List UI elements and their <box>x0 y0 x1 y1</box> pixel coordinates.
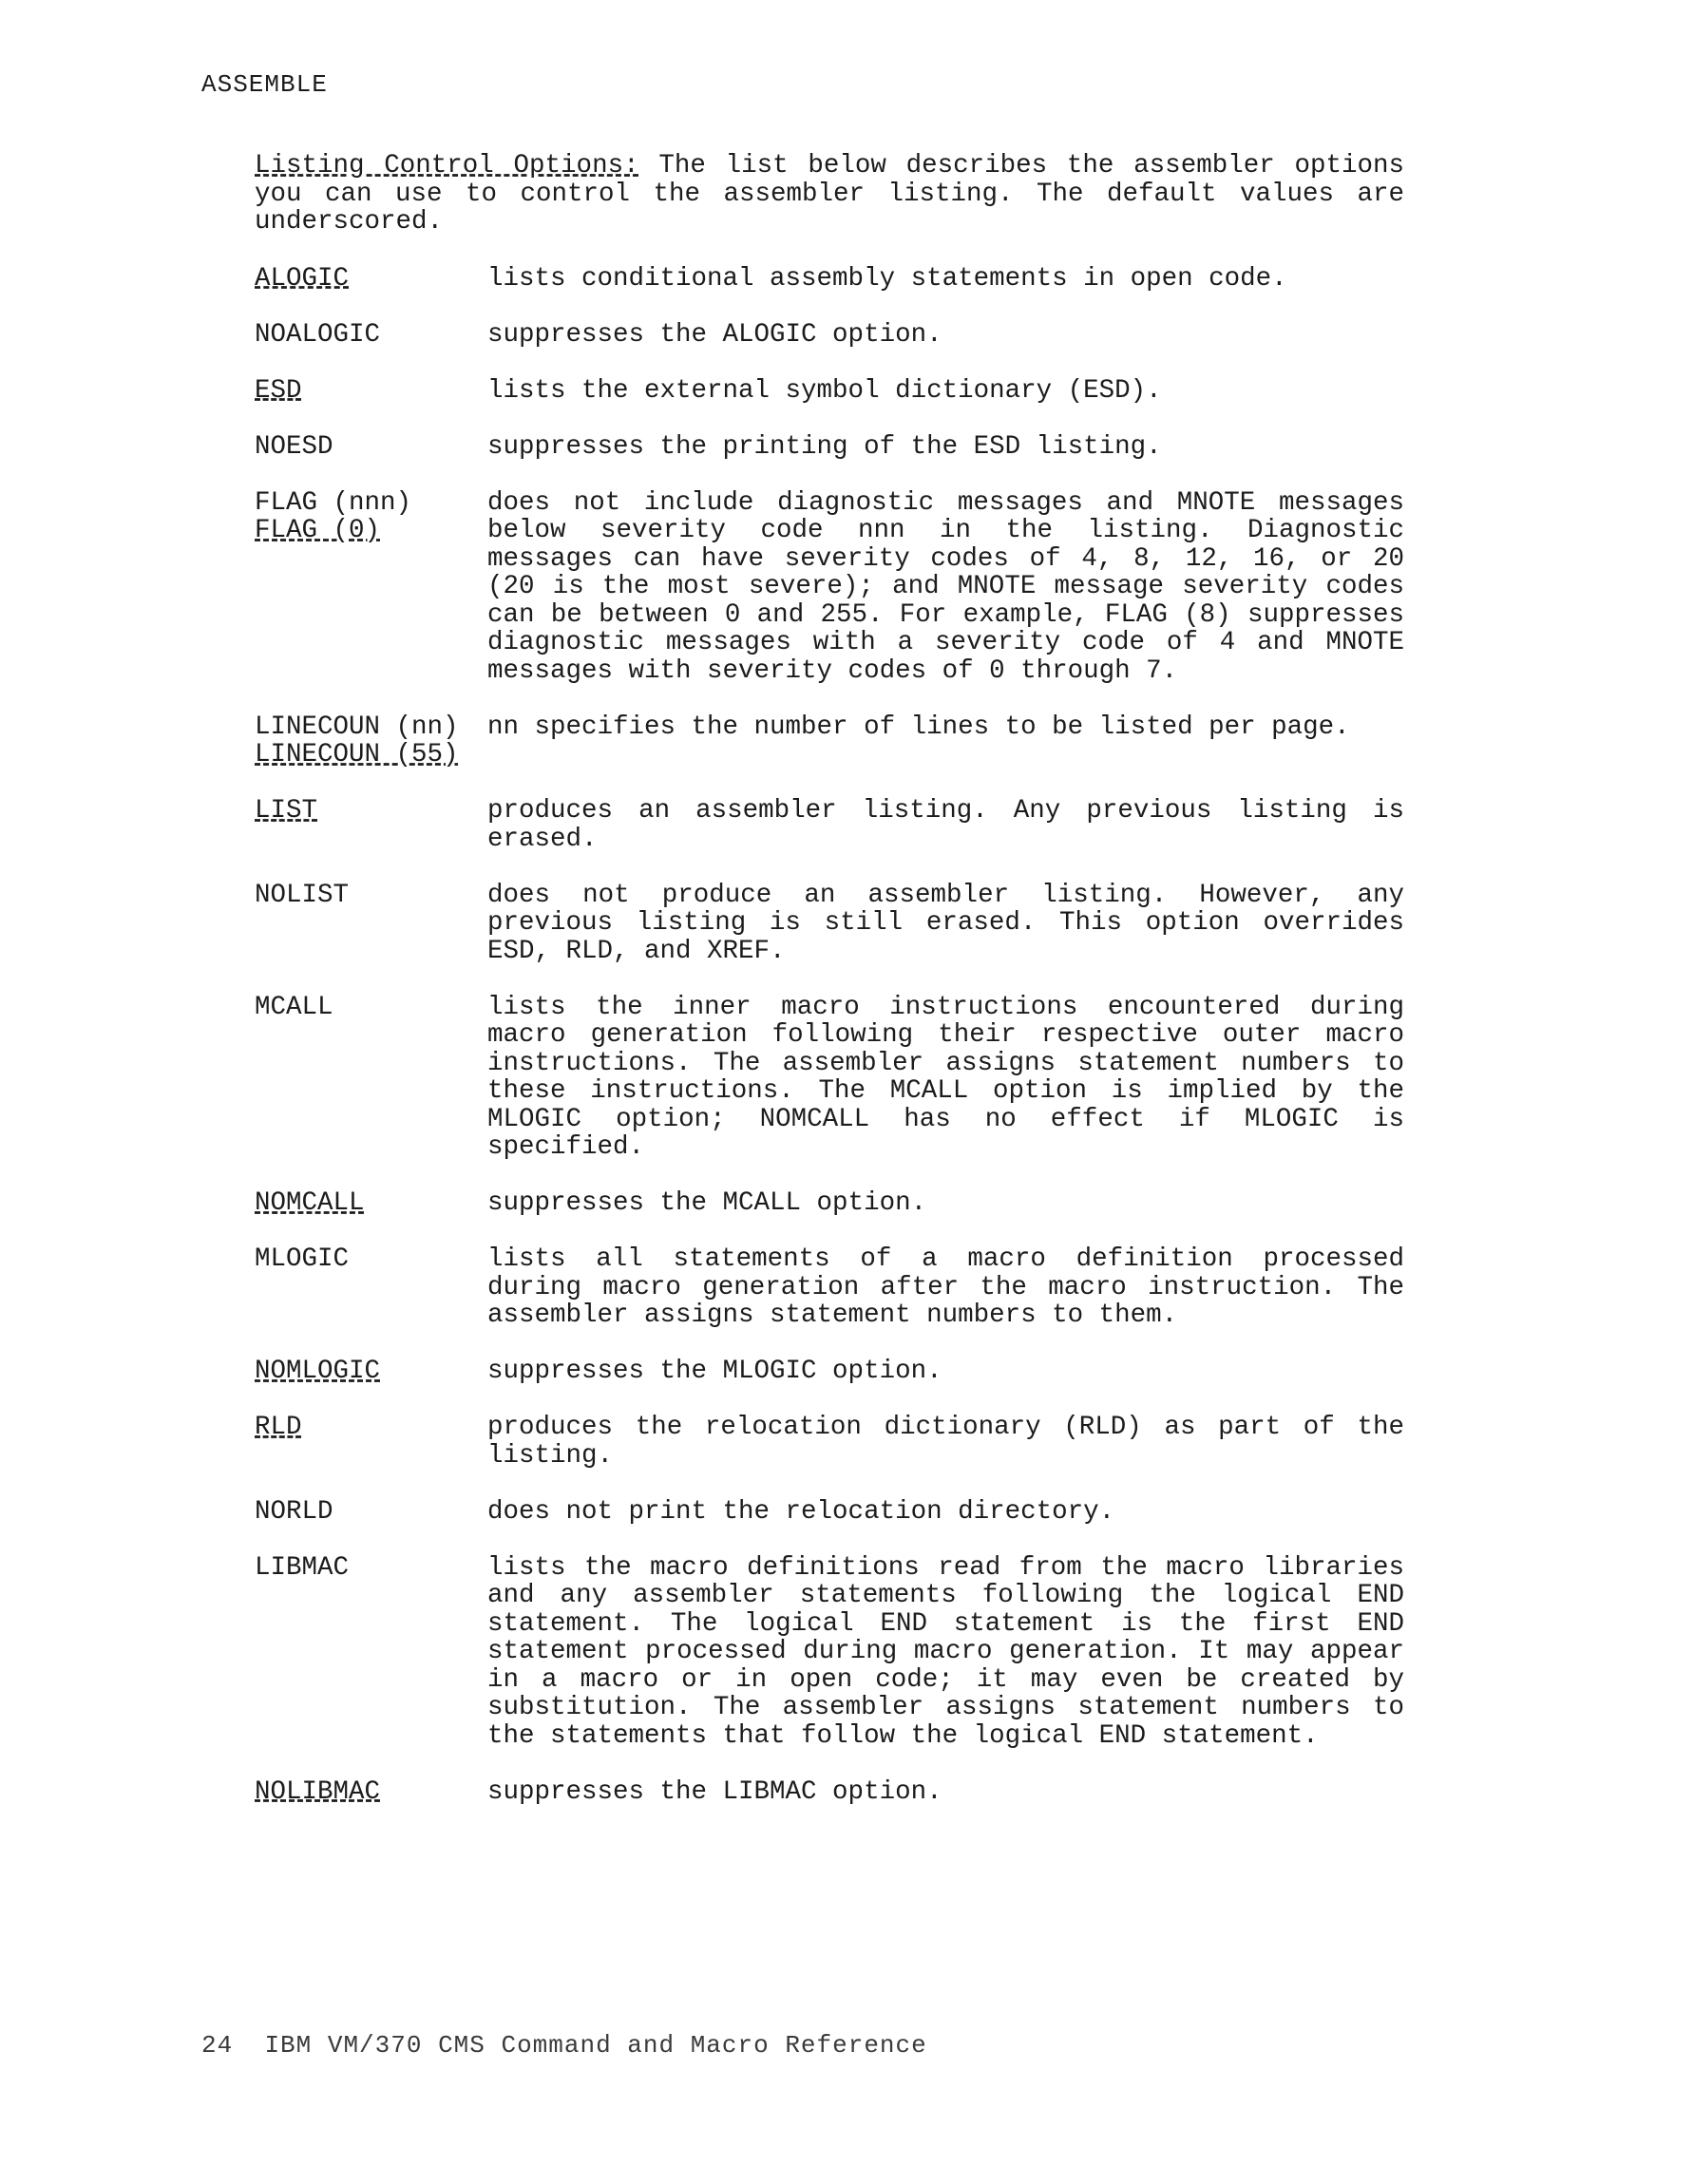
option-entry <box>255 882 1404 966</box>
option-entry <box>255 1778 1404 1807</box>
option-description: suppresses the MCALL option. <box>487 1188 927 1218</box>
running-header: ASSEMBLE <box>201 70 328 99</box>
option-description: lists conditional assembly statements in open code. <box>487 263 1287 294</box>
option-name-text: LINECOUN (nn) <box>255 712 459 742</box>
option-name <box>255 882 487 966</box>
option-description: does not print the relocation directory. <box>487 1496 1115 1527</box>
option-entry <box>255 1414 1404 1470</box>
option-description: suppresses the printing of the ESD listing. <box>487 431 1162 462</box>
option-description: suppresses the ALOGIC option. <box>487 319 942 350</box>
option-description: lists the inner macro instructions encountered during macro generation following their respective outer macro instructions. The assembler assigns statement numbers to these instructions. The MCALL option is implied by the MLOGIC option; NOMCALL has no effect if MLOGIC is specified. <box>487 992 1404 1162</box>
option-description: does not produce an assembler listing. However, any previous listing is still erased. This option overrides ESD, RLD, and XREF. <box>487 880 1404 966</box>
option-name-text: NOESD <box>255 431 333 462</box>
option-entry <box>255 1358 1404 1386</box>
option-name <box>255 713 487 769</box>
option-default-name: LIST <box>255 796 318 826</box>
option-default-name: NOMLOGIC <box>255 1357 381 1386</box>
option-entry <box>255 377 1404 406</box>
option-description: suppresses the LIBMAC option. <box>487 1776 942 1807</box>
option-description: lists the macro definitions read from the macro libraries and any assembler statements following the logical END statement. The logical END statement is the first END statement processed during macro generation. It may appear in a macro or in open code; it may even be created by substitution. The assembler assigns statement numbers to the statements that follow the logical END statement. <box>487 1552 1404 1751</box>
option-entry <box>255 489 1404 686</box>
option-name-text: NOLIST <box>255 880 350 910</box>
option-name-text: MLOGIC <box>255 1244 350 1274</box>
option-entry <box>255 797 1404 853</box>
option-default-name: NOLIBMAC <box>255 1776 381 1807</box>
intro-paragraph <box>255 152 1404 237</box>
option-description: produces the relocation dictionary (RLD) as part of the listing. <box>487 1413 1404 1471</box>
option-name <box>255 321 487 350</box>
option-name-text: MCALL <box>255 992 333 1022</box>
option-entry <box>255 994 1404 1162</box>
option-entry <box>255 321 1404 350</box>
option-name <box>255 1554 487 1751</box>
option-name <box>255 265 487 294</box>
page-footer <box>201 2031 927 2060</box>
option-description: suppresses the MLOGIC option. <box>487 1357 942 1386</box>
book-title: IBM VM/370 CMS Command and Macro Reference <box>264 2031 927 2060</box>
option-description: lists all statements of a macro definition processed during macro generation after the macro instruction. The assembler assigns statement numbers to them. <box>487 1244 1404 1330</box>
option-name <box>255 1778 487 1807</box>
option-default-name: LINECOUN (55) <box>255 740 459 769</box>
option-description: lists the external symbol dictionary (ESD). <box>487 375 1162 406</box>
page-content <box>255 152 1404 1834</box>
option-description: nn specifies the number of lines to be listed per page. <box>487 712 1350 742</box>
option-entry <box>255 433 1404 462</box>
option-default-name: ALOGIC <box>255 263 350 294</box>
option-default-name: RLD <box>255 1413 302 1442</box>
option-name <box>255 1358 487 1386</box>
option-name <box>255 1414 487 1470</box>
intro-text: The list below describes the assembler options you can use to control the assembler listing. The default values are underscored. <box>255 151 1404 237</box>
option-name <box>255 433 487 462</box>
option-name <box>255 1498 487 1527</box>
option-name <box>255 1245 487 1330</box>
option-default-name: NOMCALL <box>255 1188 365 1218</box>
option-name-text: NOALOGIC <box>255 319 381 350</box>
option-entry <box>255 265 1404 294</box>
option-entry <box>255 1189 1404 1218</box>
option-entry <box>255 1498 1404 1527</box>
option-default-name: FLAG (0) <box>255 516 381 545</box>
section-title: Listing Control Options: <box>255 151 639 180</box>
option-name-text: LIBMAC <box>255 1552 350 1583</box>
options-list <box>255 265 1404 1807</box>
option-description: does not include diagnostic messages and MNOTE messages below severity code nnn in the listing. Diagnostic messages can have severity codes of 4, 8, 12, 16, or 20 (20 is the most severe); and MNOTE message severity codes can be between 0 and 255. For example, FLAG (8) suppresses diagnostic messages with a severity code of 4 and MNOTE messages with severity codes of 0 through 7. <box>487 487 1404 686</box>
page-number: 24 <box>201 2031 234 2060</box>
option-name <box>255 994 487 1162</box>
option-name <box>255 489 487 686</box>
option-name-text: FLAG (nnn) <box>255 487 412 518</box>
option-name <box>255 377 487 406</box>
option-default-name: ESD <box>255 375 302 406</box>
option-name <box>255 1189 487 1218</box>
option-entry <box>255 713 1404 769</box>
option-description: produces an assembler listing. Any previous listing is erased. <box>487 796 1404 854</box>
option-name-text: NORLD <box>255 1496 333 1527</box>
option-entry <box>255 1245 1404 1330</box>
option-name <box>255 797 487 853</box>
option-entry <box>255 1554 1404 1751</box>
